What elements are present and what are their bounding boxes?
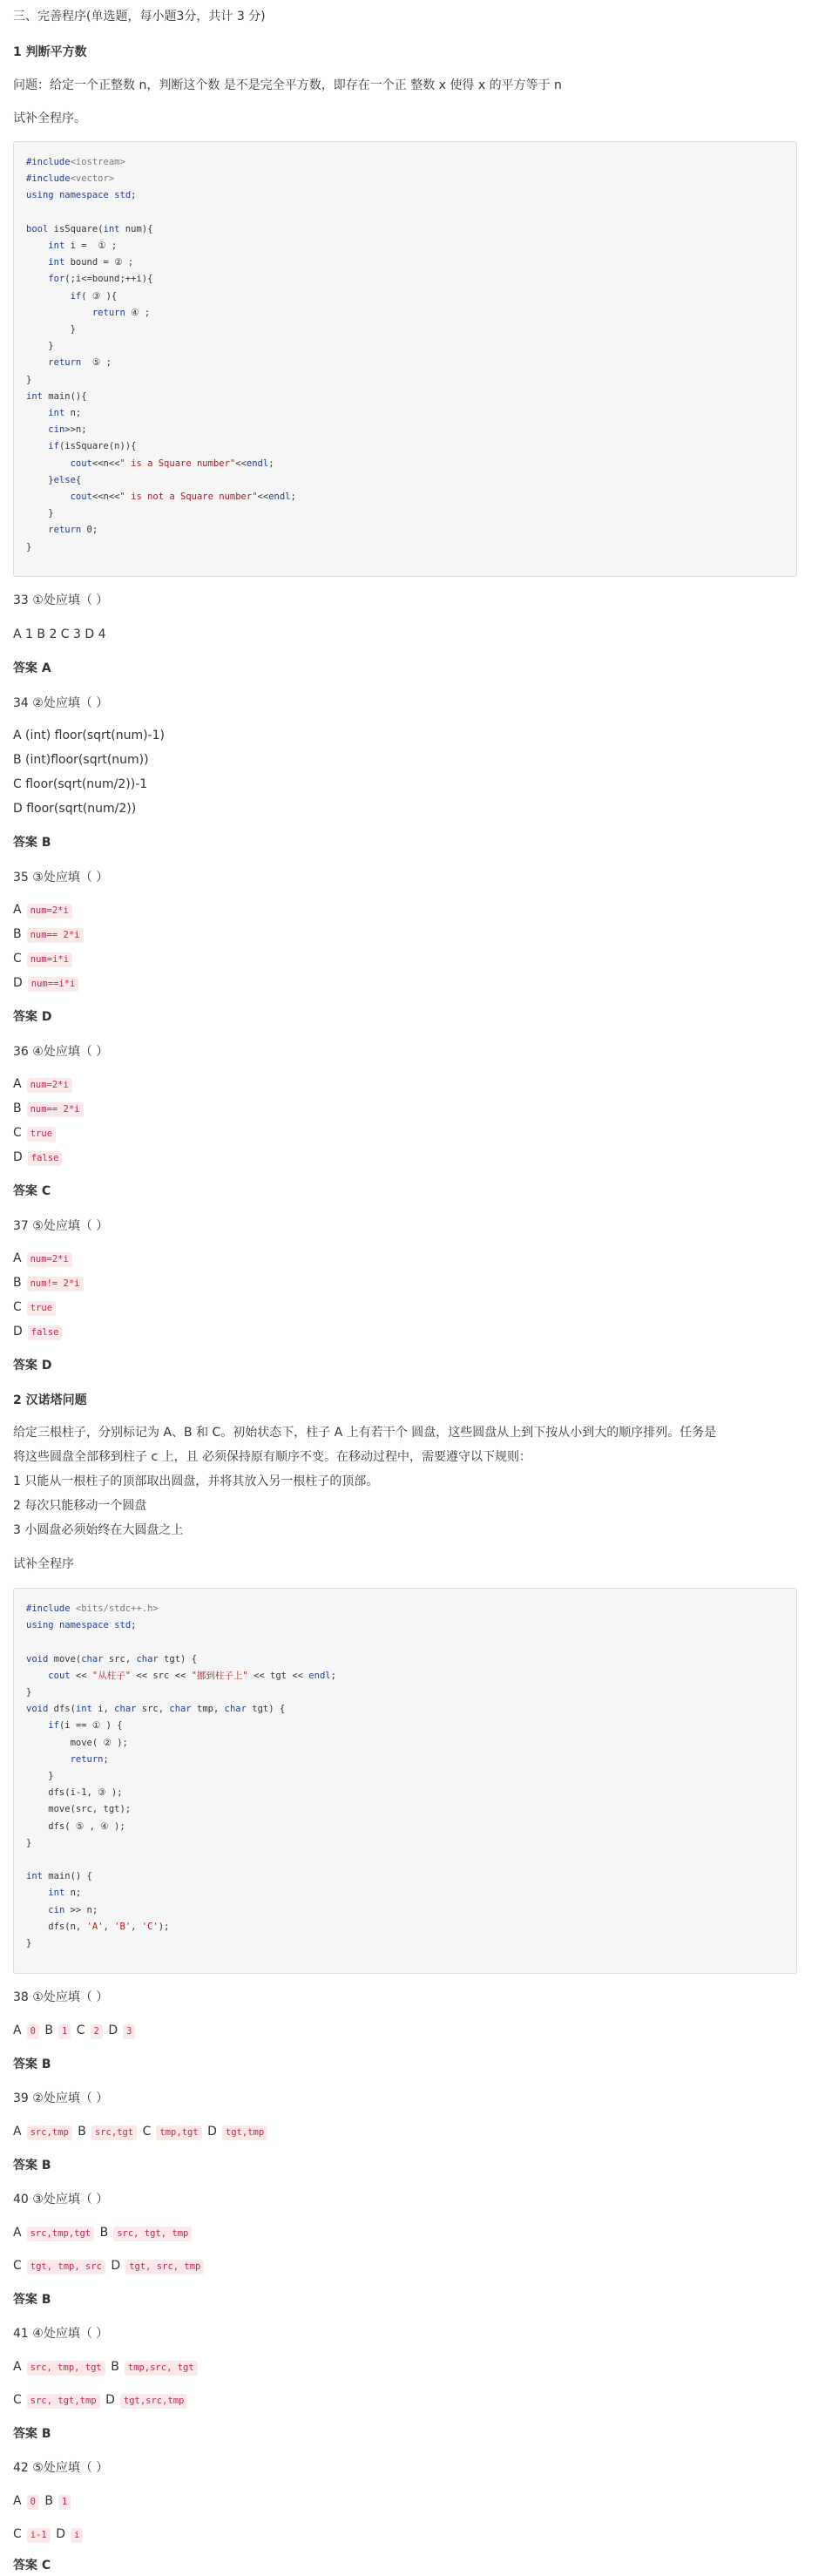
q34-option-c: C floor(sqrt(num/2))-1 <box>13 777 148 791</box>
q41-options-row2: C src, tgt,tmp D tgt,src,tmp <box>13 2391 189 2409</box>
q40-options-row2: C tgt, tmp, src D tgt, src, tmp <box>13 2257 206 2274</box>
problem2-rule-3: 3 小圆盘必须始终在大圆盘之上 <box>13 1523 184 1537</box>
q34-option-d: D floor(sqrt(num/2)) <box>13 802 137 816</box>
q35-option-d: D num==i*i <box>13 974 80 992</box>
q35-option-a: A num=2*i <box>13 901 74 919</box>
q36-option-c: C true <box>13 1124 57 1142</box>
q35-question: 35 ③处应填（ ） <box>13 871 109 885</box>
q34-option-a: A (int) floor(sqrt(num)-1) <box>13 729 165 742</box>
q35-option-c: C num=i*i <box>13 950 74 967</box>
q38-options: A 0 B 1 C 2 D 3 <box>13 2022 137 2039</box>
q36-option-a: A num=2*i <box>13 1075 74 1093</box>
q42-options-row2: C i-1 D i <box>13 2525 85 2543</box>
q39-question: 39 ②处应填（ ） <box>13 2091 109 2105</box>
problem2-description-line1: 给定三根柱子，分别标记为 A、B 和 C。初始状态下，柱子 A 上有若干个 圆盘，这些圆盘从上到下按从小到大的顺序排列。任务是 <box>13 1426 717 1440</box>
q34-question: 34 ②处应填（ ） <box>13 696 109 710</box>
q40-question: 40 ③处应填（ ） <box>13 2193 109 2207</box>
problem1-title: 1 判断平方数 <box>13 45 87 59</box>
q42-options-row1: A 0 B 1 <box>13 2492 72 2510</box>
q37-option-d: D false <box>13 1323 64 1340</box>
q34-answer: 答案 B <box>13 836 51 850</box>
q35-answer: 答案 D <box>13 1010 52 1024</box>
q38-question: 38 ①处应填（ ） <box>13 1990 109 2004</box>
q36-option-b: B num== 2*i <box>13 1100 85 1117</box>
q36-option-d: D false <box>13 1149 64 1166</box>
q41-question: 41 ④处应填（ ） <box>13 2327 109 2341</box>
q38-answer: 答案 B <box>13 2057 51 2071</box>
q35-option-b: B num== 2*i <box>13 925 85 943</box>
section-title: 三、完善程序(单选题，每小题3分，共计 3 分) <box>13 10 266 24</box>
problem1-prompt: 试补全程序。 <box>13 112 86 125</box>
q39-answer: 答案 B <box>13 2159 51 2173</box>
problem2-rule-1: 1 只能从一根柱子的顶部取出圆盘，并将其放入另一根柱子的顶部。 <box>13 1474 379 1488</box>
q42-question: 42 ⑤处应填（ ） <box>13 2461 109 2475</box>
problem1-code: #include<iostream> #include<vector> using namespace std; bool isSquare(int num){ int i = ① ; int bound = ② ; for(;i<=bound;++i){ if( ③ ){ return ④ ; } } return ⑤ ; } int main(){ int n; cin>>n; if(isSquare(n)){ cout<<n<<" is a Square number"<<endl; }else{ cout<<n<<" is not a Square number"<<endl; } return 0; } <box>26 157 296 552</box>
problem2-title: 2 汉诺塔问题 <box>13 1393 87 1407</box>
q36-question: 36 ④处应填（ ） <box>13 1045 109 1059</box>
q39-options: A src,tmp B src,tgt C tmp,tgt D tgt,tmp <box>13 2123 269 2140</box>
problem2-prompt: 试补全程序 <box>13 1557 74 1571</box>
q33-question: 33 ①处应填（ ） <box>13 593 109 607</box>
q36-answer: 答案 C <box>13 1184 51 1198</box>
problem2-code: #include <bits/stdc++.h> using namespace std; void move(char src, char tgt) { cout << "从柱子" << src << "挪到柱子上" << tgt << endl; } void dfs(int i, char src, char tmp, char tgt) { if(i == ① ) { move( ② ); return; } dfs(i-1, ③ ); move(src, tgt); dfs( ⑤ , ④ ); } int main() { int n; cin >> n; dfs(n, 'A', 'B', 'C'); } <box>26 1603 336 1949</box>
q33-answer: 答案 A <box>13 661 51 675</box>
q40-answer: 答案 B <box>13 2293 51 2307</box>
q37-option-a: A num=2*i <box>13 1250 74 1267</box>
q34-option-b: B (int)floor(sqrt(num)) <box>13 753 149 767</box>
problem1-description: 问题：给定一个正整数 n，判断这个数 是不是完全平方数，即存在一个正 整数 x 使得 x 的平方等于 n <box>13 78 562 92</box>
q37-option-b: B num!= 2*i <box>13 1274 85 1291</box>
q37-question: 37 ⑤处应填（ ） <box>13 1219 109 1233</box>
q33-options: A 1 B 2 C 3 D 4 <box>13 627 106 641</box>
q42-answer: 答案 C <box>13 2559 51 2573</box>
q37-option-c: C true <box>13 1298 57 1316</box>
q41-options-row1: A src, tmp, tgt B tmp,src, tgt <box>13 2358 199 2376</box>
q40-options-row1: A src,tmp,tgt B src, tgt, tmp <box>13 2224 193 2241</box>
q37-answer: 答案 D <box>13 1359 52 1373</box>
q41-answer: 答案 B <box>13 2427 51 2441</box>
problem1-code-block <box>13 141 797 577</box>
problem2-code-block <box>13 1588 797 1974</box>
problem2-description-line2: 将这些圆盘全部移到柱子 c 上，且 必须保持原有顺序不变。在移动过程中，需要遵守以下规则： <box>13 1450 532 1464</box>
problem2-rule-2: 2 每次只能移动一个圆盘 <box>13 1499 147 1513</box>
